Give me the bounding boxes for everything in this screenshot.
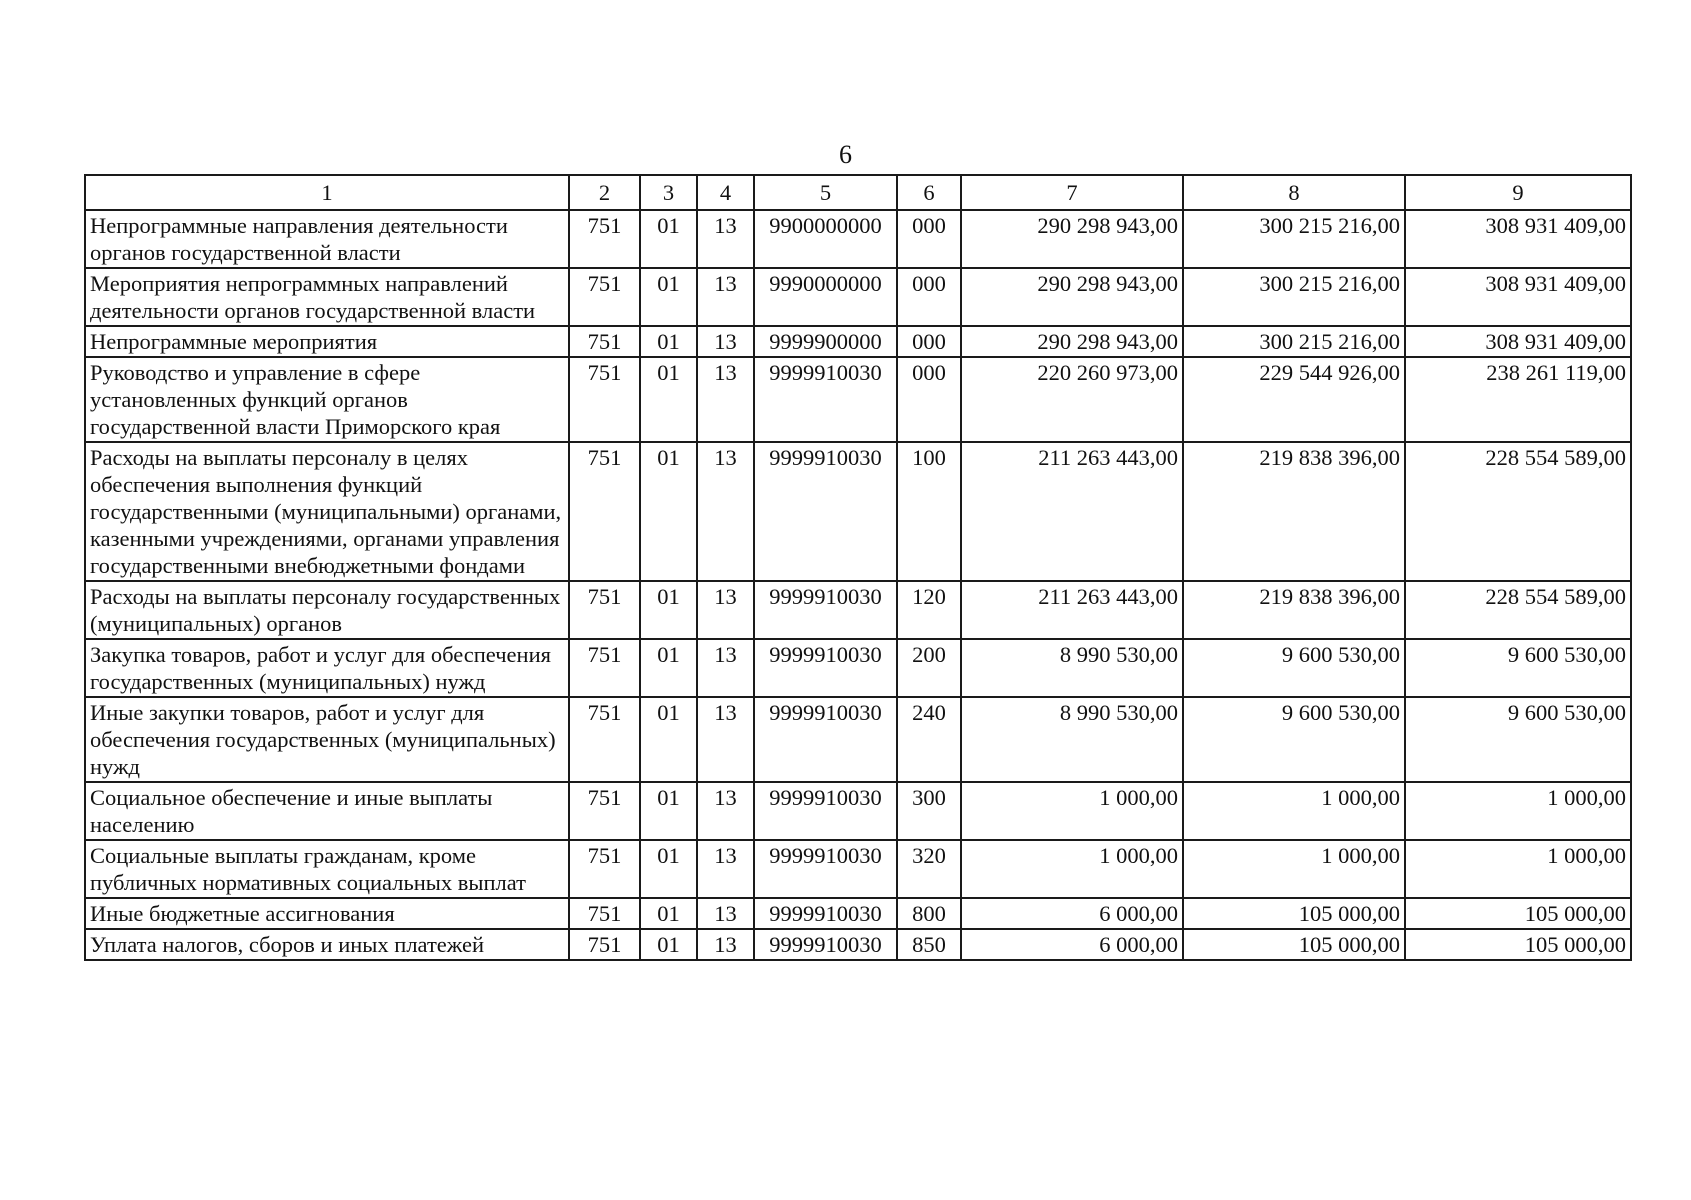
amount-cell: 8 990 530,00: [961, 697, 1183, 782]
expense-name: Расходы на выплаты персоналу государственных (муниципальных) органов: [85, 581, 569, 639]
code-cell: 13: [697, 898, 754, 929]
code-cell: 751: [569, 639, 640, 697]
amount-cell: 219 838 396,00: [1183, 442, 1405, 581]
amount-cell: 105 000,00: [1405, 929, 1631, 960]
table-row: [85, 929, 1631, 960]
column-header: 5: [754, 175, 897, 210]
code-cell: 000: [897, 210, 961, 268]
table-row: [85, 357, 1631, 442]
amount-cell: 229 544 926,00: [1183, 357, 1405, 442]
amount-cell: 6 000,00: [961, 929, 1183, 960]
code-cell: 9990000000: [754, 268, 897, 326]
code-cell: 9999910030: [754, 697, 897, 782]
code-cell: 13: [697, 697, 754, 782]
column-header: 4: [697, 175, 754, 210]
table-row: [85, 442, 1631, 581]
amount-cell: 300 215 216,00: [1183, 326, 1405, 357]
amount-cell: 1 000,00: [1405, 840, 1631, 898]
code-cell: 9999910030: [754, 898, 897, 929]
amount-cell: 308 931 409,00: [1405, 268, 1631, 326]
amount-cell: 211 263 443,00: [961, 581, 1183, 639]
code-cell: 751: [569, 782, 640, 840]
code-cell: 9999910030: [754, 782, 897, 840]
table-row: [85, 581, 1631, 639]
code-cell: 751: [569, 442, 640, 581]
code-cell: 9999910030: [754, 442, 897, 581]
amount-cell: 1 000,00: [1183, 840, 1405, 898]
amount-cell: 1 000,00: [961, 782, 1183, 840]
amount-cell: 219 838 396,00: [1183, 581, 1405, 639]
amount-cell: 308 931 409,00: [1405, 210, 1631, 268]
column-header: 1: [85, 175, 569, 210]
code-cell: 13: [697, 929, 754, 960]
amount-cell: 9 600 530,00: [1183, 639, 1405, 697]
amount-cell: 8 990 530,00: [961, 639, 1183, 697]
code-cell: 320: [897, 840, 961, 898]
code-cell: 13: [697, 210, 754, 268]
code-cell: 800: [897, 898, 961, 929]
code-cell: 240: [897, 697, 961, 782]
column-number-row: [85, 175, 1631, 210]
expense-name: Закупка товаров, работ и услуг для обеспечения государственных (муниципальных) нужд: [85, 639, 569, 697]
code-cell: 01: [640, 268, 697, 326]
code-cell: 751: [569, 697, 640, 782]
amount-cell: 211 263 443,00: [961, 442, 1183, 581]
table-row: [85, 840, 1631, 898]
code-cell: 751: [569, 840, 640, 898]
code-cell: 9999910030: [754, 357, 897, 442]
code-cell: 13: [697, 639, 754, 697]
code-cell: 100: [897, 442, 961, 581]
code-cell: 13: [697, 442, 754, 581]
amount-cell: 228 554 589,00: [1405, 442, 1631, 581]
amount-cell: 9 600 530,00: [1405, 697, 1631, 782]
code-cell: 13: [697, 840, 754, 898]
column-header: 7: [961, 175, 1183, 210]
expense-name: Иные закупки товаров, работ и услуг для обеспечения государственных (муниципальных) нужд: [85, 697, 569, 782]
code-cell: 13: [697, 326, 754, 357]
code-cell: 200: [897, 639, 961, 697]
table-row: [85, 697, 1631, 782]
code-cell: 01: [640, 210, 697, 268]
expense-name: Иные бюджетные ассигнования: [85, 898, 569, 929]
amount-cell: 9 600 530,00: [1183, 697, 1405, 782]
code-cell: 9999910030: [754, 929, 897, 960]
code-cell: 120: [897, 581, 961, 639]
amount-cell: 290 298 943,00: [961, 210, 1183, 268]
code-cell: 01: [640, 840, 697, 898]
amount-cell: 300 215 216,00: [1183, 210, 1405, 268]
code-cell: 01: [640, 898, 697, 929]
column-header: 2: [569, 175, 640, 210]
code-cell: 000: [897, 268, 961, 326]
code-cell: 9999900000: [754, 326, 897, 357]
expense-name: Непрограммные направления деятельности органов государственной власти: [85, 210, 569, 268]
code-cell: 850: [897, 929, 961, 960]
amount-cell: 105 000,00: [1183, 898, 1405, 929]
amount-cell: 9 600 530,00: [1405, 639, 1631, 697]
amount-cell: 1 000,00: [1183, 782, 1405, 840]
expense-name: Расходы на выплаты персоналу в целях обеспечения выполнения функций государственными (муниципальными) органами, казенными учреждениями, органами управления государственными внебюджетными фондами: [85, 442, 569, 581]
code-cell: 751: [569, 929, 640, 960]
amount-cell: 300 215 216,00: [1183, 268, 1405, 326]
budget-table: [84, 174, 1632, 961]
code-cell: 01: [640, 929, 697, 960]
amount-cell: 220 260 973,00: [961, 357, 1183, 442]
code-cell: 000: [897, 357, 961, 442]
code-cell: 01: [640, 357, 697, 442]
table-row: [85, 639, 1631, 697]
expense-name: Социальные выплаты гражданам, кроме публичных нормативных социальных выплат: [85, 840, 569, 898]
table-row: [85, 898, 1631, 929]
code-cell: 9900000000: [754, 210, 897, 268]
amount-cell: 105 000,00: [1183, 929, 1405, 960]
expense-name: Мероприятия непрограммных направлений деятельности органов государственной власти: [85, 268, 569, 326]
amount-cell: 1 000,00: [1405, 782, 1631, 840]
column-header: 9: [1405, 175, 1631, 210]
code-cell: 9999910030: [754, 639, 897, 697]
table-row: [85, 782, 1631, 840]
code-cell: 751: [569, 326, 640, 357]
code-cell: 13: [697, 782, 754, 840]
code-cell: 751: [569, 210, 640, 268]
code-cell: 01: [640, 442, 697, 581]
code-cell: 300: [897, 782, 961, 840]
code-cell: 01: [640, 782, 697, 840]
code-cell: 751: [569, 357, 640, 442]
expense-name: Социальное обеспечение и иные выплаты населению: [85, 782, 569, 840]
amount-cell: 308 931 409,00: [1405, 326, 1631, 357]
code-cell: 13: [697, 357, 754, 442]
table-row: [85, 268, 1631, 326]
table-row: [85, 326, 1631, 357]
column-header: 8: [1183, 175, 1405, 210]
column-header: 3: [640, 175, 697, 210]
table-row: [85, 210, 1631, 268]
code-cell: 751: [569, 898, 640, 929]
code-cell: 000: [897, 326, 961, 357]
code-cell: 01: [640, 581, 697, 639]
code-cell: 9999910030: [754, 581, 897, 639]
amount-cell: 228 554 589,00: [1405, 581, 1631, 639]
code-cell: 01: [640, 697, 697, 782]
amount-cell: 6 000,00: [961, 898, 1183, 929]
code-cell: 13: [697, 268, 754, 326]
code-cell: 751: [569, 581, 640, 639]
amount-cell: 105 000,00: [1405, 898, 1631, 929]
column-header: 6: [897, 175, 961, 210]
expense-name: Руководство и управление в сфере установленных функций органов государственной власти Приморского края: [85, 357, 569, 442]
code-cell: 01: [640, 326, 697, 357]
amount-cell: 1 000,00: [961, 840, 1183, 898]
amount-cell: 290 298 943,00: [961, 326, 1183, 357]
expense-name: Непрограммные мероприятия: [85, 326, 569, 357]
code-cell: 751: [569, 268, 640, 326]
code-cell: 13: [697, 581, 754, 639]
code-cell: 9999910030: [754, 840, 897, 898]
amount-cell: 238 261 119,00: [1405, 357, 1631, 442]
page-number: 6: [839, 140, 852, 169]
code-cell: 01: [640, 639, 697, 697]
expense-name: Уплата налогов, сборов и иных платежей: [85, 929, 569, 960]
amount-cell: 290 298 943,00: [961, 268, 1183, 326]
